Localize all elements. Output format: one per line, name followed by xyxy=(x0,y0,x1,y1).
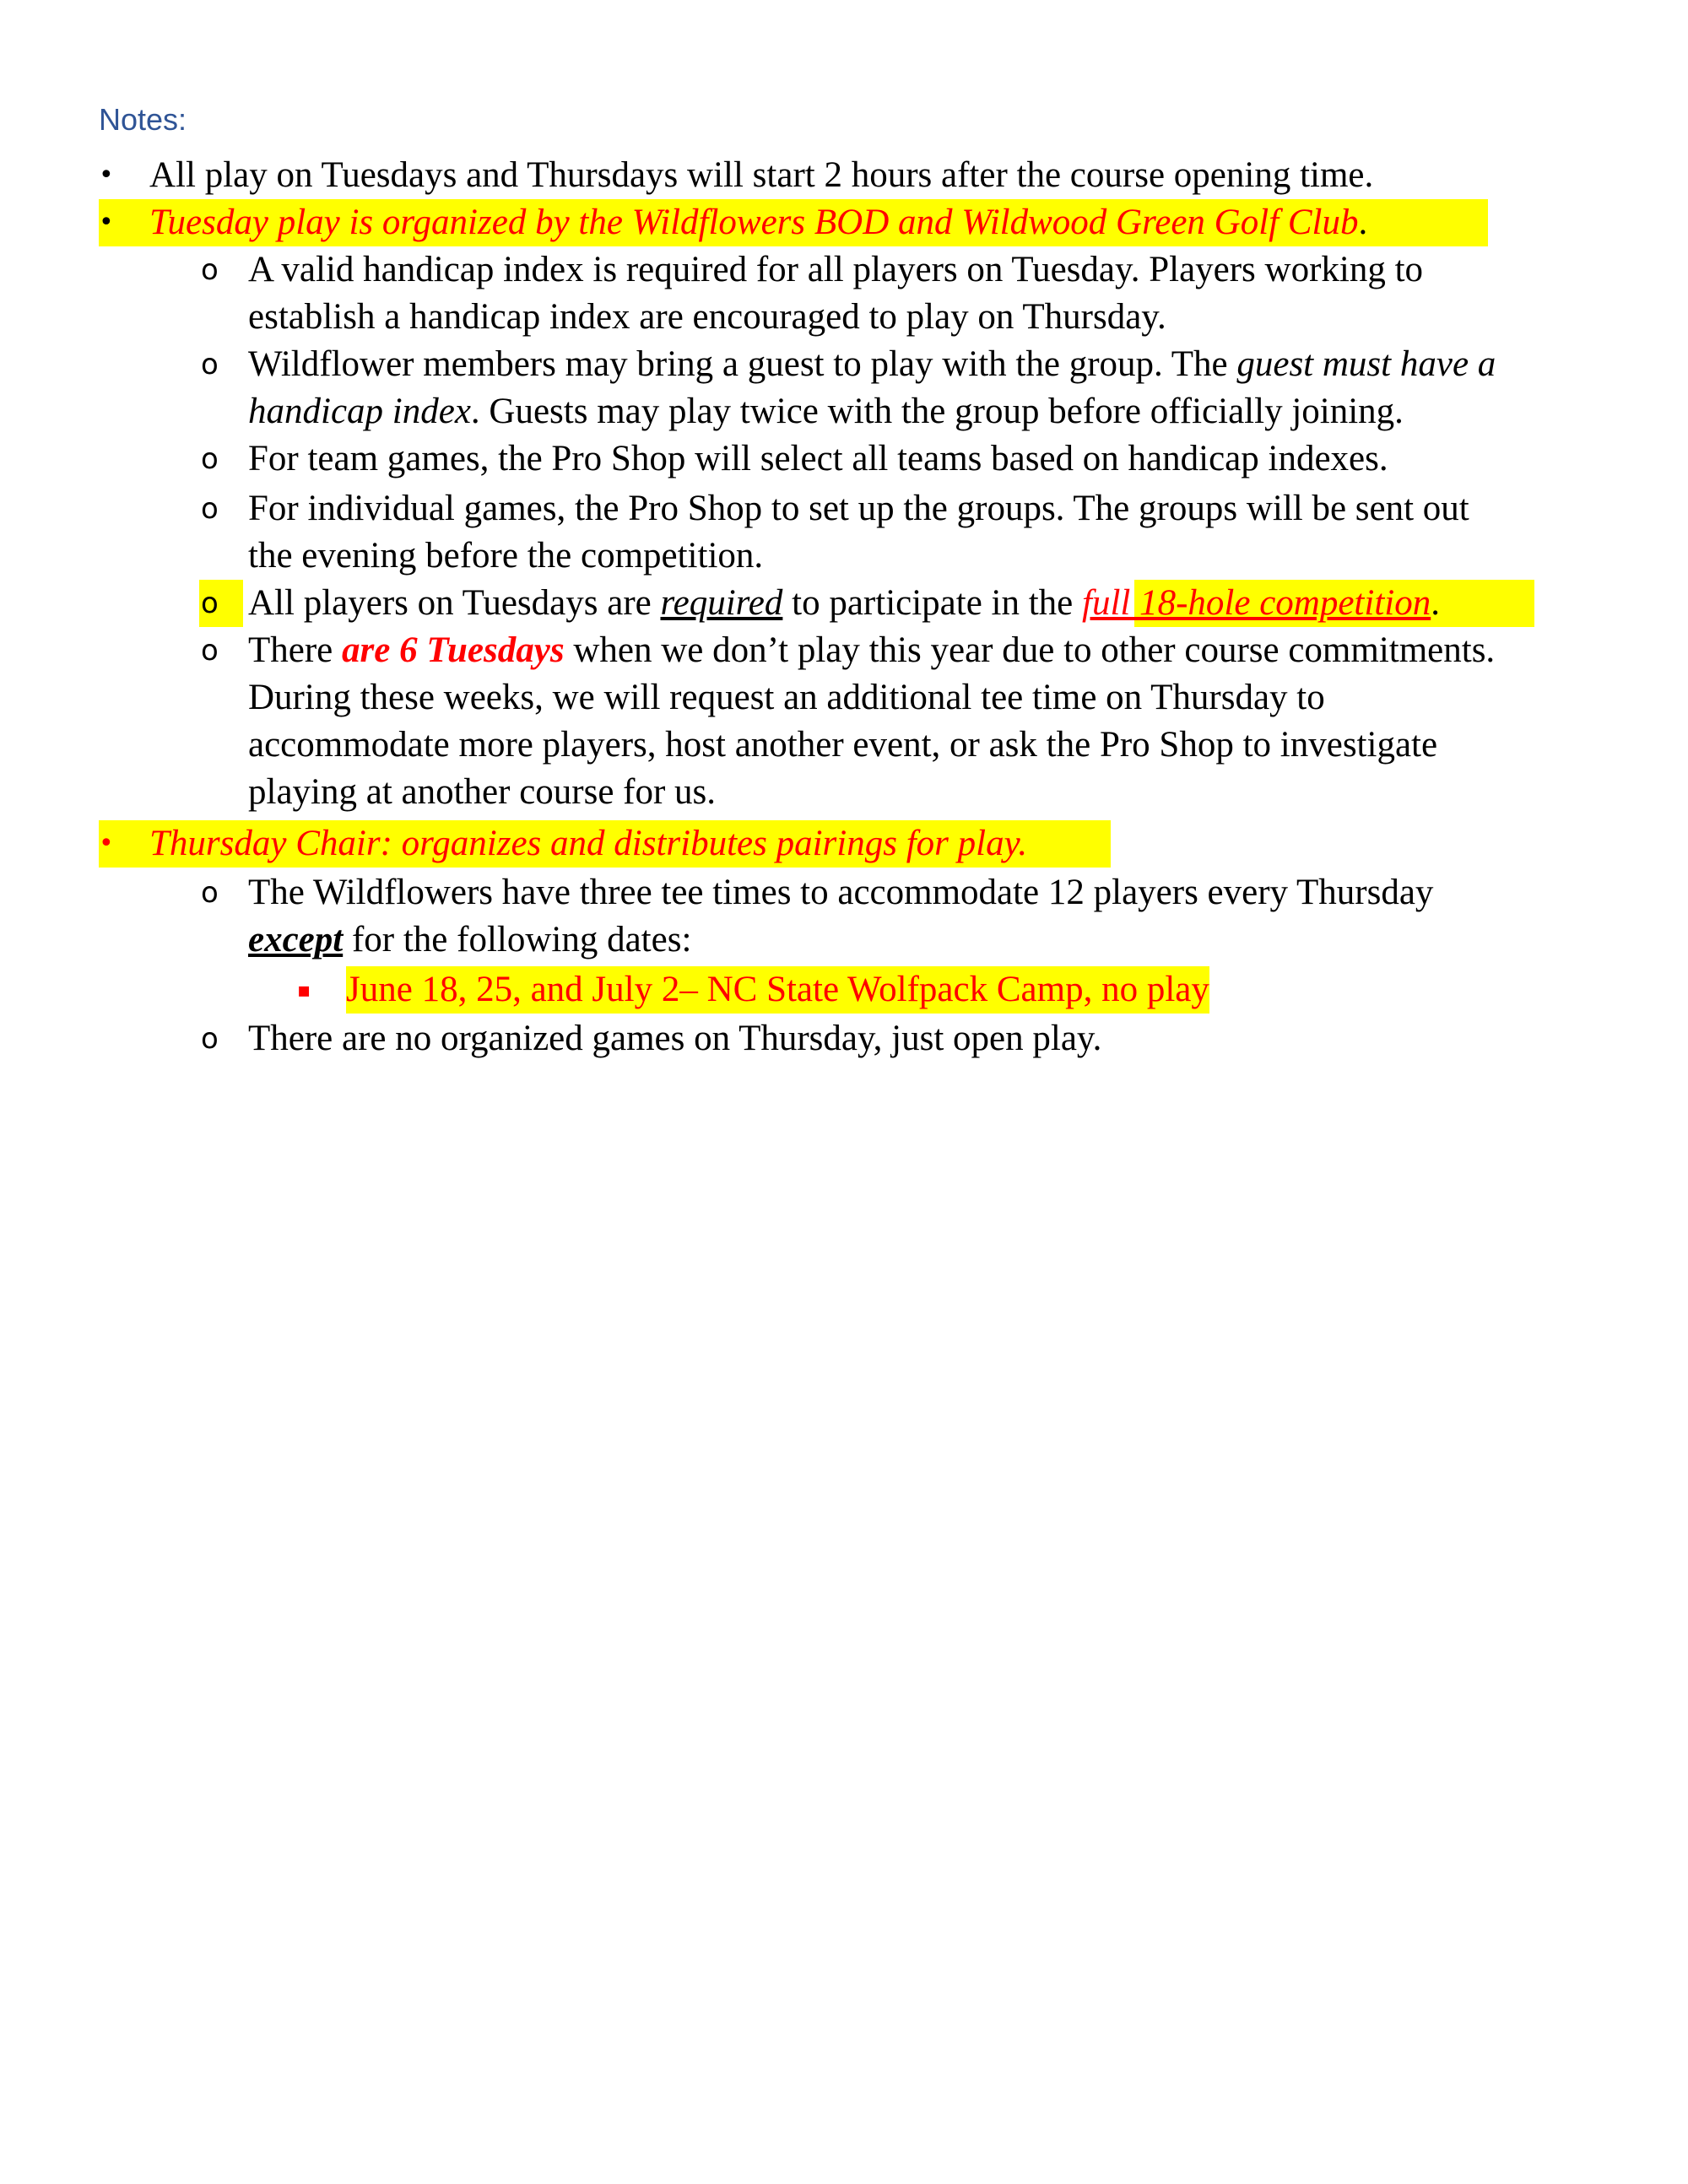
sub-six-tuesdays-line3: accommodate more players, host another event, or ask the Pro Shop to investigate xyxy=(248,725,1438,765)
except-word: except xyxy=(248,920,344,960)
required-period: . xyxy=(1431,583,1440,623)
notes-heading: Notes: xyxy=(99,102,187,137)
square-bullet-icon: ▪ xyxy=(297,978,311,1002)
sub-individual-games-line2: the evening before the competition. xyxy=(248,536,764,576)
sub-valid-handicap-line2: establish a handicap index are encouraged to play on Thursday. xyxy=(248,297,1166,337)
circle-bullet-icon: o xyxy=(201,587,219,620)
bullet-all-play: All play on Tuesdays and Thursdays will start 2 hours after the course opening time. xyxy=(149,155,1374,195)
guest-text-a: Wildflower members may bring a guest to play with the group. The xyxy=(248,344,1237,384)
disc-bullet-icon: • xyxy=(99,208,114,237)
circle-bullet-icon: o xyxy=(201,1022,219,1056)
sub-six-tuesdays-line4: playing at another course for us. xyxy=(248,772,717,812)
required-word: required xyxy=(660,583,783,623)
sub-individual-games-line1: For individual games, the Pro Shop to set up the groups. The groups will be sent out xyxy=(248,489,1469,528)
circle-bullet-icon: o xyxy=(201,634,219,668)
following-dates-text: for the following dates: xyxy=(343,920,692,960)
bullet-thursday-chair: Thursday Chair: organizes and distributes pairings for play. xyxy=(149,824,1028,863)
circle-bullet-icon: o xyxy=(201,876,219,910)
sub-guest-line1 xyxy=(248,341,1496,388)
sub-six-tuesdays-line2: During these weeks, we will request an additional tee time on Thursday to xyxy=(248,678,1325,717)
guest-text-italic: guest must have a xyxy=(1236,344,1496,384)
sub-required-participation xyxy=(248,580,1440,627)
sub-three-tee-times-line2 xyxy=(248,916,691,964)
circle-bullet-icon: o xyxy=(201,348,219,381)
sub-no-organized-games: There are no organized games on Thursday, just open play. xyxy=(248,1019,1102,1058)
bullet-tuesday-organized xyxy=(149,199,1367,246)
guest-text-b: . Guests may play twice with the group before officially joining. xyxy=(470,392,1404,431)
circle-bullet-icon: o xyxy=(201,492,219,526)
sub-six-tuesdays-line1 xyxy=(248,627,1495,674)
required-text-a: All players on Tuesdays are xyxy=(248,583,661,623)
tuesday-organized-period: . xyxy=(1358,203,1368,242)
circle-bullet-icon: o xyxy=(201,253,219,287)
tuesday-organized-text: Tuesday play is organized by the Wildflowers BOD and Wildwood Green Golf Club xyxy=(149,203,1359,242)
required-text-c: to participate in the xyxy=(782,583,1083,623)
six-tuesdays-text-a: There xyxy=(248,630,343,670)
sub-team-games: For team games, the Pro Shop will select all teams based on handicap indexes. xyxy=(248,439,1388,478)
sub-valid-handicap-line1: A valid handicap index is required for all players on Tuesday. Players working to xyxy=(248,250,1424,289)
wolfpack-camp-dates: June 18, 25, and July 2– NC State Wolfpack Camp, no play xyxy=(346,966,1209,1014)
handicap-index-italic: handicap index xyxy=(248,392,471,431)
sub-guest-line2 xyxy=(248,388,1404,435)
circle-bullet-icon: o xyxy=(201,442,219,476)
disc-bullet-icon: • xyxy=(99,160,114,190)
six-tuesdays-text-c: when we don’t play this year due to other course commitments. xyxy=(564,630,1496,670)
disc-bullet-icon: • xyxy=(99,829,114,858)
sub-three-tee-times-line1: The Wildflowers have three tee times to accommodate 12 players every Thursday xyxy=(248,873,1434,912)
are-6-tuesdays: are 6 Tuesdays xyxy=(342,630,565,670)
full-18-hole-competition: full 18-hole competition xyxy=(1082,583,1431,623)
